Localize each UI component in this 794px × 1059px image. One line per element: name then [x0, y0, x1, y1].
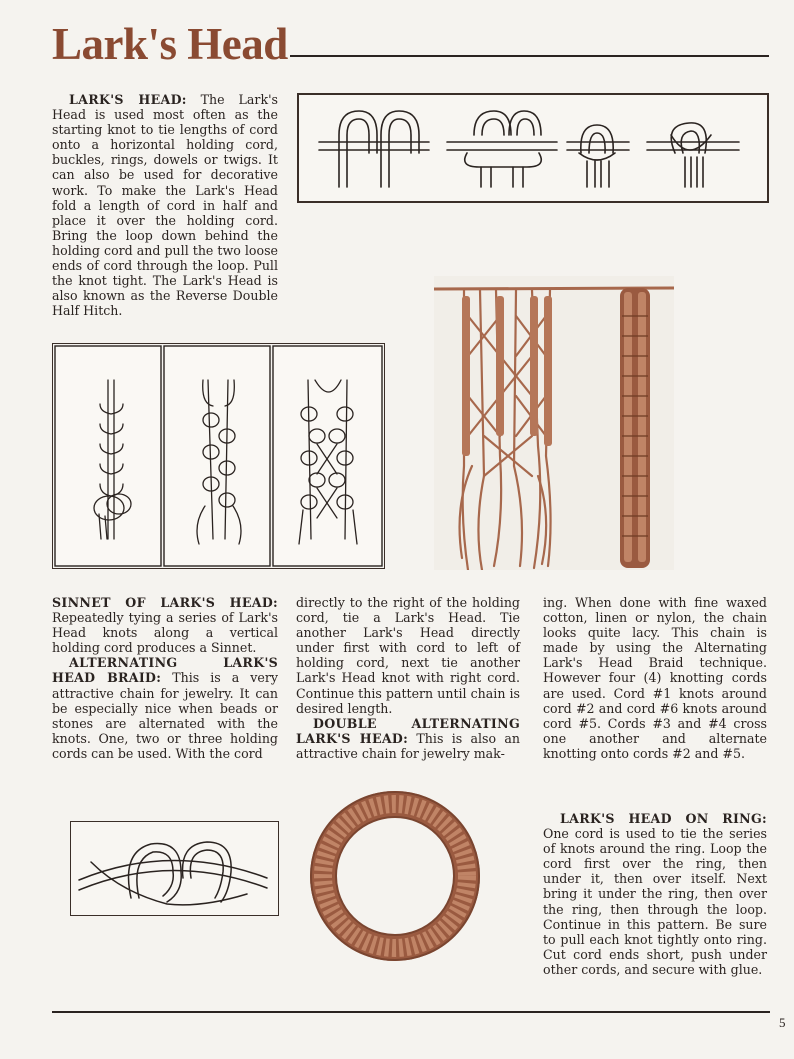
footer-rule [52, 1011, 770, 1013]
alternating-braid-continued: directly to the right of the holding cord, tie a Lark's Head. Tie another Lark's Head directly under first with cord to left of holding cord, next tie another Lark's Head knot with right cord. Continue this pattern until chain is desired length. [296, 595, 520, 716]
ring-text [543, 811, 767, 977]
sinnet-body: Repeatedly tying a series of Lark's Head knots along a vertical holding cord produces a Sinnet. [52, 610, 278, 656]
lark-head-steps-illustration [299, 95, 767, 201]
double-alternating-body: This is also an attractive chain for jewelry mak- [296, 730, 520, 761]
intro-heading: LARK'S HEAD: [69, 92, 187, 107]
column-3 [543, 595, 767, 761]
lark-head-ring-photo [305, 786, 485, 966]
lark-head-steps-diagram [297, 93, 769, 203]
braid-diagrams [52, 343, 385, 569]
title-rule [290, 55, 769, 57]
braid-diagrams-illustration [53, 344, 384, 568]
page-title: Lark's Head [52, 19, 288, 69]
ring-heading: LARK'S HEAD ON RING: [560, 811, 767, 826]
intro-body: The Lark's Head is used most often as the starting knot to tie lengths of cord onto a horizontal holding cord, buckles, rings, dowels or twigs. It can also be used for decorative work. To make the Lark's Head fold a length of cord in half and place it over the holding cord. Bring the loop down behind the holding cord and pull the two loose ends of cord through the loop. Pull the knot tight. The Lark's Head is also known as the Reverse Double Half Hitch. [52, 92, 278, 319]
ring-knot-illustration [71, 822, 278, 915]
sinnet-heading: SINNET OF LARK'S HEAD: [52, 595, 278, 610]
macrame-chain-image [434, 276, 674, 570]
double-alternating-heading: DOUBLE ALTERNATING LARK'S HEAD: [296, 715, 520, 746]
macrame-chain-photo [434, 276, 674, 570]
column-1 [52, 595, 278, 761]
page-number: 5 [779, 1015, 786, 1030]
double-alternating-continued: ing. When done with fine waxed cotton, linen or nylon, the chain looks quite lacy. This chain is made by using the Alternating Lark's Head Braid technique. However four (4) knotting cords are used. Cord #1 knots around cord #2 and cord #6 knots around cord #5. Cords #3 and #4 cross one another and alternate knotting onto cords #2 and #5. [543, 595, 767, 761]
alternating-braid-heading: ALTERNATING LARK'S HEAD BRAID: [52, 655, 278, 686]
ring-knot-diagram [70, 821, 279, 916]
intro-text [52, 92, 278, 318]
ring-body: One cord is used to tie the series of knots around the ring. Loop the cord first over the ring, then under it, then over itself. Next bring it under the ring, then over the ring, then through the loop. Continue in this pattern. Be sure to pull each knot tightly onto ring. Cut cord ends short, push under other cords, and secure with glue. [543, 826, 767, 977]
ring-image [305, 786, 485, 966]
column-2 [296, 595, 520, 761]
alternating-braid-body: This is a very attractive chain for jewelry. It can be especially nice when beads or stones are alternated with the knots. One, two or three holding cords can be used. With the cord [52, 670, 279, 761]
